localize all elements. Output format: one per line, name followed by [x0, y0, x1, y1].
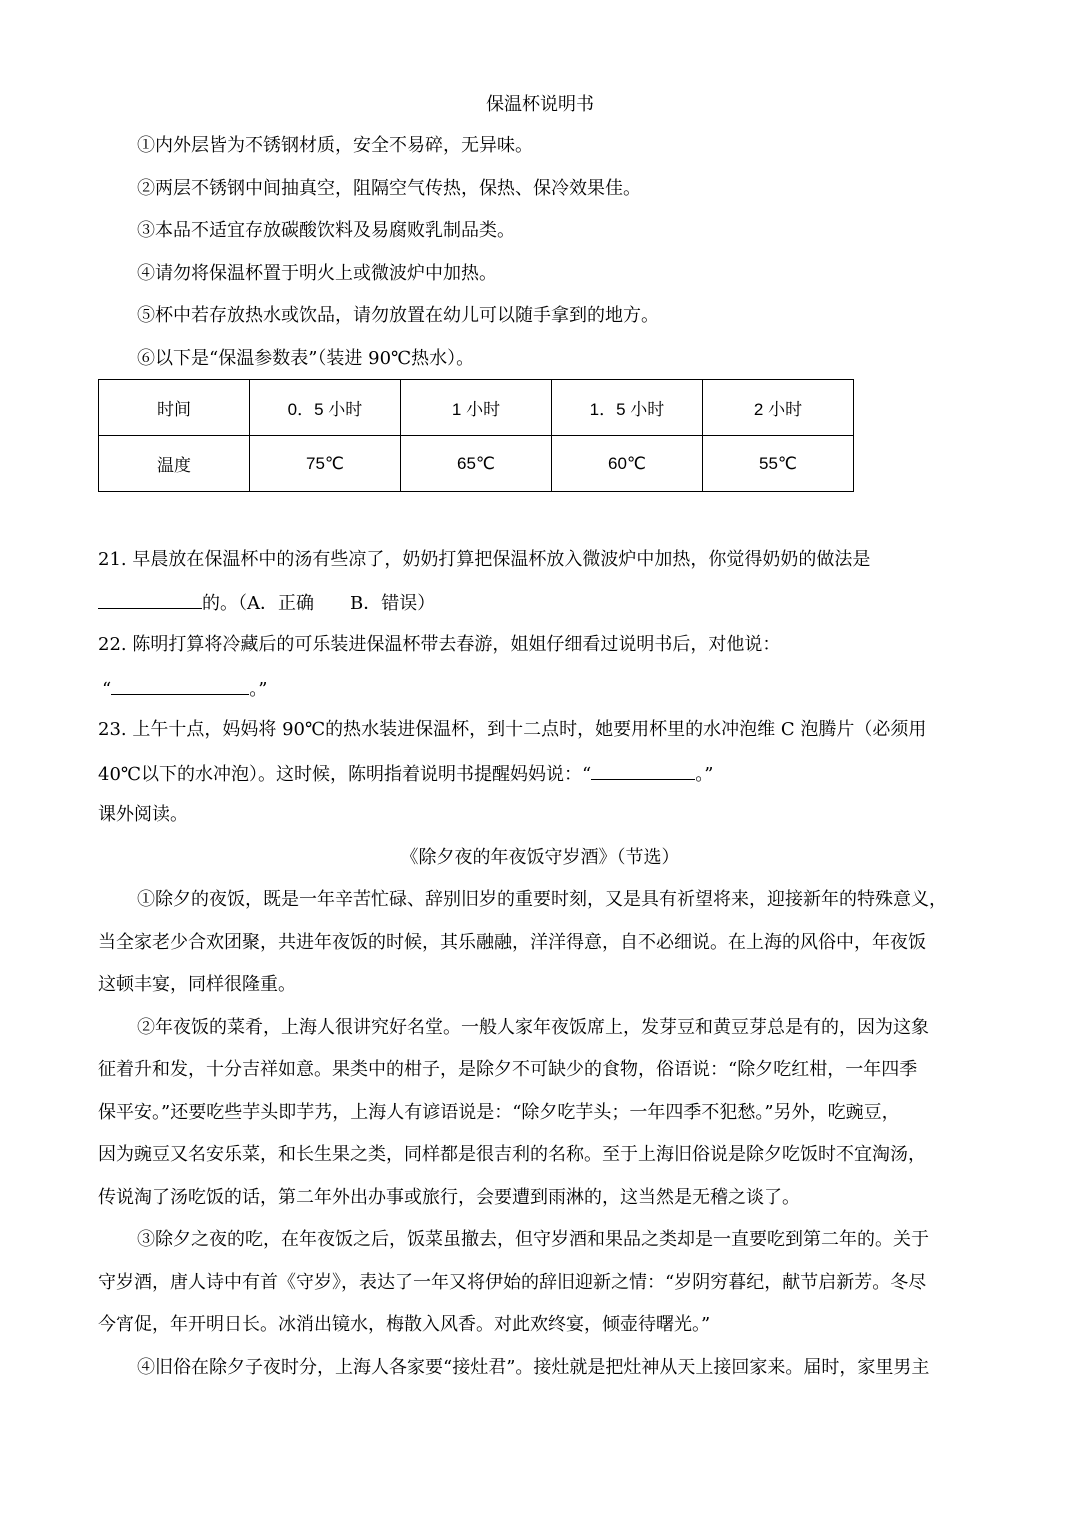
- reading-line: 传说淘了汤吃饭的话，第二年外出办事或旅行，会要遭到雨淋的，这当然是无稽之谈了。: [98, 1187, 800, 1208]
- question-23: 23. 上午十点，妈妈将 90℃的热水装进保温杯，到十二点时，她要用杯里的水冲泡维 C 泡腾片（必须用: [98, 719, 927, 740]
- section-heading: 课外阅读。: [98, 804, 188, 825]
- table-row-temperature: [99, 436, 854, 492]
- reading-line: ①除夕的夜饭，既是一年辛苦忙碌、辞别旧岁的重要时刻，又是具有祈望将来，迎接新年的特殊意义，: [137, 889, 947, 910]
- reading-line: 当全家老少合欢团聚，共进年夜饭的时候，其乐融融，洋洋得意，自不必细说。在上海的风俗中，年夜饭: [98, 932, 926, 953]
- reading-line: 守岁酒，唐人诗中有首《守岁》，表达了一年又将伊始的辞旧迎新之情：“岁阴穷暮纪，献节启新芳。冬尽: [98, 1272, 927, 1293]
- question-21-options: 的。（A．正确 B．错误）: [202, 593, 436, 614]
- close-quote: 。”: [249, 679, 268, 700]
- question-22: 22. 陈明打算将冷藏后的可乐装进保温杯带去春游，姐姐仔细看过说明书后，对他说：: [98, 634, 781, 655]
- reading-line: ④旧俗在除夕子夜时分，上海人各家要“接灶君”。接灶就是把灶神从天上接回家来。届时，家里男主: [137, 1357, 930, 1378]
- reading-title: 《除夕夜的年夜饭守岁酒》（节选）: [400, 847, 680, 868]
- answer-blank[interactable]: [111, 676, 249, 695]
- question-23-answer-line: [98, 761, 713, 787]
- reading-line: 今宵促，年开明日长。冰消出镜水，梅散入风香。对此欢终宴，倾壶待曙光。”: [98, 1314, 711, 1335]
- manual-item-1: ①内外层皆为不锈钢材质，安全不易碎，无异味。: [137, 135, 533, 156]
- table-cell: 温度: [99, 436, 250, 492]
- answer-blank[interactable]: [591, 761, 695, 780]
- question-21: 21. 早晨放在保温杯中的汤有些凉了，奶奶打算把保温杯放入微波炉中加热，你觉得奶奶的做法是: [98, 549, 871, 570]
- question-22-answer-line: [102, 676, 267, 702]
- table-cell: 2 小时: [703, 380, 854, 436]
- manual-item-6: ⑥以下是“保温参数表”（装进 90℃热水）。: [137, 348, 475, 369]
- table-cell: 75℃: [250, 436, 401, 492]
- open-quote: “: [102, 679, 112, 700]
- insulation-parameter-table: [98, 379, 854, 492]
- reading-line: 这顿丰宴，同样很隆重。: [98, 974, 296, 995]
- manual-title: 保温杯说明书: [486, 94, 594, 115]
- table-row-time: [99, 380, 854, 436]
- table-cell: 65℃: [401, 436, 552, 492]
- manual-item-4: ④请勿将保温杯置于明火上或微波炉中加热。: [137, 263, 497, 284]
- table-cell: 1．5 小时: [552, 380, 703, 436]
- reading-line: 征着升和发，十分吉祥如意。果类中的柑子，是除夕不可缺少的食物，俗语说：“除夕吃红柑，一年四季: [98, 1059, 918, 1080]
- manual-item-3: ③本品不适宜存放碳酸饮料及易腐败乳制品类。: [137, 220, 515, 241]
- table-cell: 55℃: [703, 436, 854, 492]
- question-21-answer-line: [98, 590, 435, 616]
- manual-item-2: ②两层不锈钢中间抽真空，阻隔空气传热，保热、保冷效果佳。: [137, 178, 641, 199]
- reading-line: 保平安。”还要吃些芋头即芋艿，上海人有谚语说是：“除夕吃芋头；一年四季不犯愁。”另外，吃豌豆，: [98, 1102, 900, 1123]
- answer-blank[interactable]: [98, 590, 202, 609]
- table-cell: 60℃: [552, 436, 703, 492]
- question-23-text: 40℃以下的水冲泡）。这时候，陈明指着说明书提醒妈妈说：“: [98, 764, 592, 785]
- table-cell: 时间: [99, 380, 250, 436]
- reading-line: ②年夜饭的菜肴，上海人很讲究好名堂。一般人家年夜饭席上，发芽豆和黄豆芽总是有的，因为这象: [137, 1017, 929, 1038]
- table-cell: 0．5 小时: [250, 380, 401, 436]
- reading-line: 因为豌豆又名安乐菜，和长生果之类，同样都是很吉利的名称。至于上海旧俗说是除夕吃饭时不宜淘汤，: [98, 1144, 926, 1165]
- reading-line: ③除夕之夜的吃，在年夜饭之后，饭菜虽撤去，但守岁酒和果品之类却是一直要吃到第二年的。关于: [137, 1229, 929, 1250]
- table-cell: 1 小时: [401, 380, 552, 436]
- manual-item-5: ⑤杯中若存放热水或饮品，请勿放置在幼儿可以随手拿到的地方。: [137, 305, 659, 326]
- close-quote: 。”: [695, 764, 714, 785]
